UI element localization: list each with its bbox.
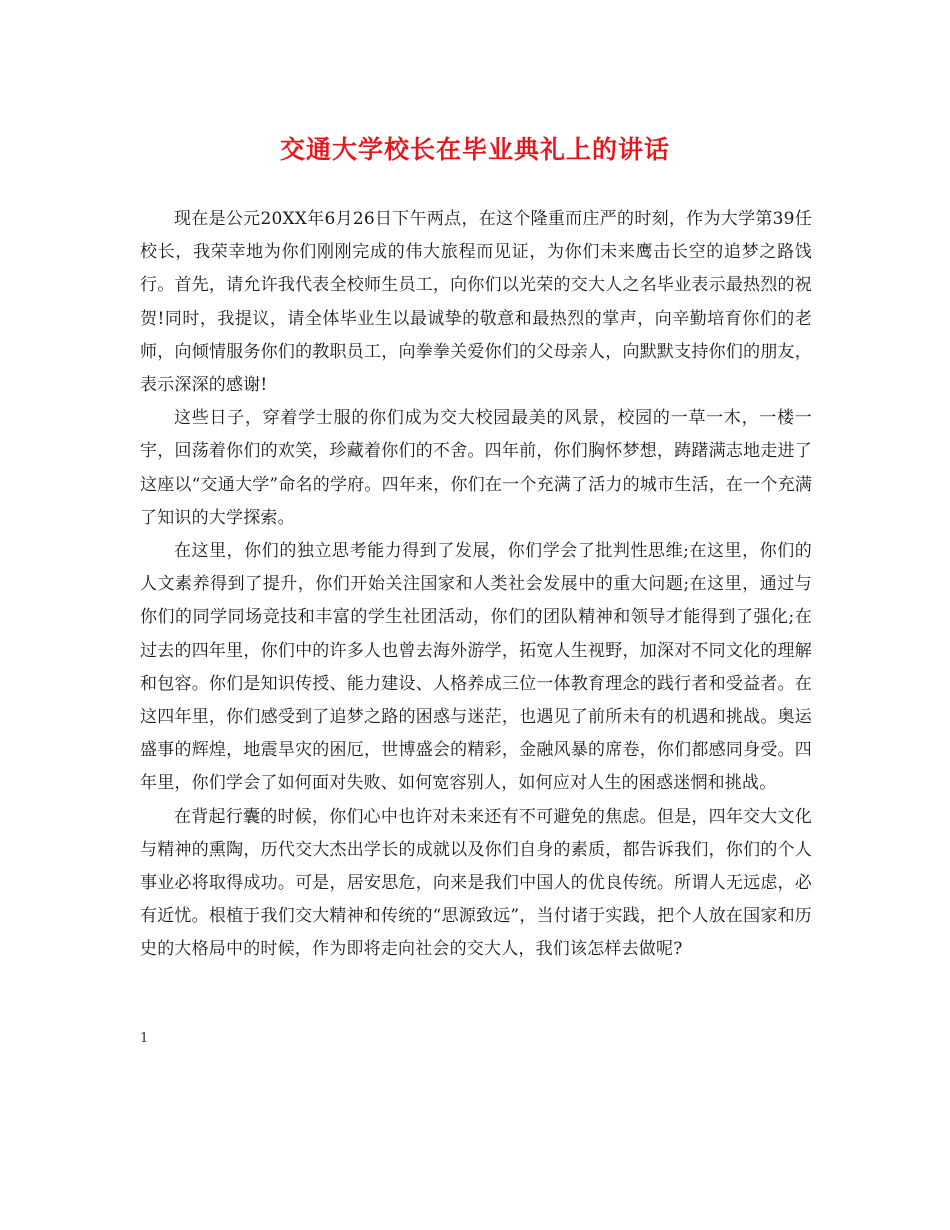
paragraph-3: 在这里，你们的独立思考能力得到了发展，你们学会了批判性思维;在这里，你们的人文素养得到了提升，你们开始关注国家和人类社会发展中的重大问题;在这里，通过与你们的同学同场竞技和丰富的学生社团活动，你们的团队精神和领导才能得到了强化;在过去的四年里，你们中的许多人也曾去海外游学，拓宽人生视野，加深对不同文化的理解和包容。你们是知识传授、能力建设、人格养成三位一体教育理念的践行者和受益者。在这四年里，你们感受到了追梦之路的困惑与迷茫，也遇见了前所未有的机遇和挑战。奥运盛事的辉煌，地震旱灾的困厄，世博盛会的精彩，金融风暴的席卷，你们都感同身受。四年里，你们学会了如何面对失败、如何宽容别人，如何应对人生的困惑迷惘和挑战。	[140, 541, 812, 794]
paragraph-1: 现在是公元20XX年6月26日下午两点，在这个隆重而庄严的时刻，作为大学第39任校长，我荣幸地为你们刚刚完成的伟大旅程而见证，为你们未来鹰击长空的追梦之路饯行。首先，请允许我代表全校师生员工，向你们以光荣的交大人之名毕业表示最热烈的祝贺!同时，我提议，请全体毕业生以最诚挚的敬意和最热烈的掌声，向辛勤培育你们的老师，向倾情服务你们的教职员工，向拳拳关爱你们的父母亲人，向默默支持你们的朋友，表示深深的感谢!	[140, 209, 812, 396]
document-title: 交通大学校长在毕业典礼上的讲话	[279, 135, 670, 164]
paragraph-2: 这些日子，穿着学士服的你们成为交大校园最美的风景，校园的一草一木，一楼一宇，回荡着你们的欢笑，珍藏着你们的不舍。四年前，你们胸怀梦想，踌躇满志地走进了这座以“交通大学”命名的学府。四年来，你们在一个充满了活力的城市生活，在一个充满了知识的大学探索。	[140, 408, 812, 528]
document-body	[140, 203, 812, 967]
page-number: 1	[140, 1031, 149, 1046]
paragraph-4: 在背起行囊的时候，你们心中也许对未来还有不可避免的焦虑。但是，四年交大文化与精神的熏陶，历代交大杰出学长的成就以及你们自身的素质，都告诉我们，你们的个人事业必将取得成功。可是，居安思危，向来是我们中国人的优良传统。所谓人无远虑，必有近忧。根植于我们交大精神和传统的“思源致远”，当付诸于实践，把个人放在国家和历史的大格局中的时候，作为即将走向社会的交大人，我们该怎样去做呢?	[140, 806, 812, 960]
